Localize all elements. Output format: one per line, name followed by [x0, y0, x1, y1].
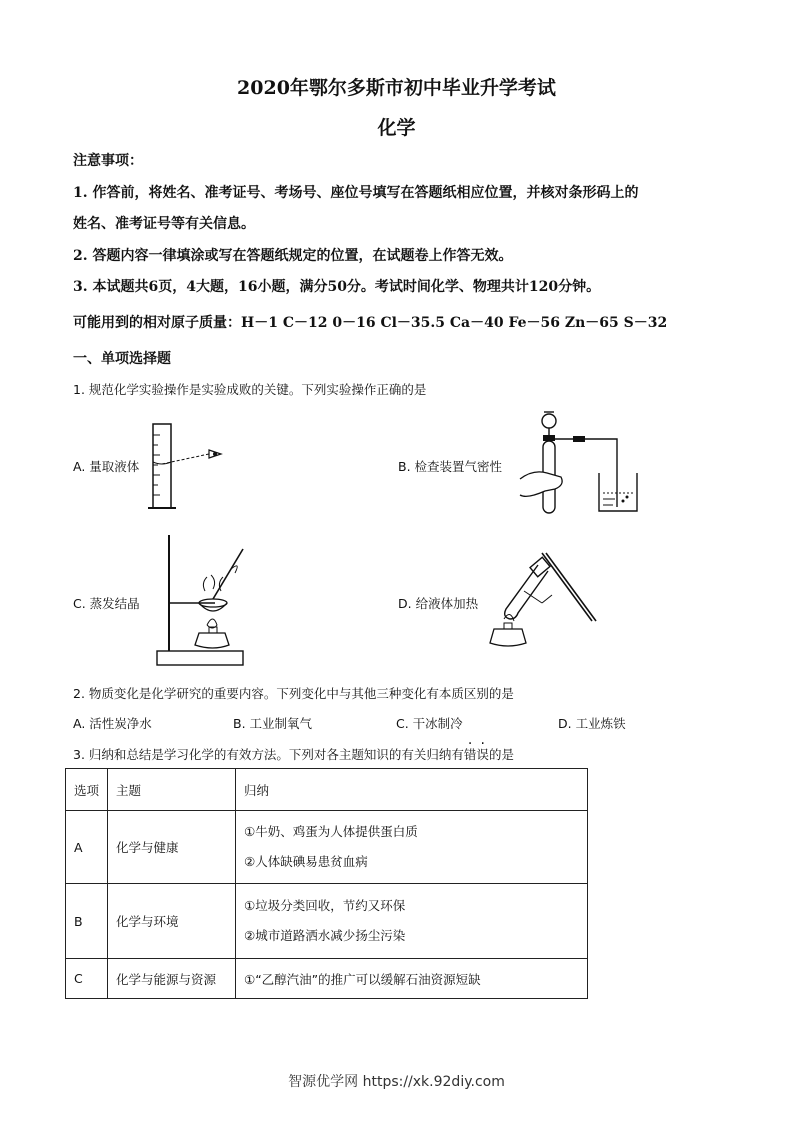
q3-stem-pre: 3. 归纳和总结是学习化学的有效方法。下列对各主题知识的有关归纳有	[73, 747, 464, 762]
q2-option-a: A. 活性炭净水	[73, 716, 152, 731]
row-summary: ①“乙醇汽油”的推广可以缓解石油资源短缺	[236, 959, 588, 999]
q3-table	[65, 768, 588, 999]
summary-item: ②人体缺碘易患贫血病	[244, 854, 368, 869]
table-header-row	[66, 769, 588, 811]
row-option: B	[66, 884, 108, 959]
airtightness-apparatus-image	[515, 407, 645, 519]
graduated-cylinder-image	[145, 420, 235, 515]
row-topic: 化学与环境	[108, 884, 236, 959]
q1-option-d: D. 给液体加热	[398, 596, 479, 611]
notice-item-1: 1. 作答前，将姓名、准考证号、考场号、座位号填写在答题纸相应位置，并核对条形码上的	[73, 185, 639, 201]
section-heading: 一、单项选择题	[73, 351, 171, 367]
row-summary	[236, 811, 588, 884]
q1-option-b: B. 检查装置气密性	[398, 459, 503, 474]
notice-item-3: 3. 本试题共6页，4大题，16小题，满分50分。考试时间化学、物理共计120分钟。	[73, 279, 601, 295]
notice-item-1-cont: 姓名、准考证号等有关信息。	[73, 216, 255, 232]
q2-option-d: D. 工业炼铁	[558, 716, 626, 731]
row-topic: 化学与能源与资源	[108, 959, 236, 999]
q1-stem: 1. 规范化学实验操作是实验成败的关键。下列实验操作正确的是	[73, 382, 427, 397]
q1-option-c: C. 蒸发结晶	[73, 596, 140, 611]
summary-item: ②城市道路洒水减少扬尘污染	[244, 928, 406, 943]
table-row	[66, 959, 588, 999]
heating-liquid-image	[482, 549, 597, 654]
q3-stem-emphasis-2: 误	[476, 747, 489, 762]
q2-stem: 2. 物质变化是化学研究的重要内容。下列变化中与其他三种变化有本质区别的是	[73, 686, 514, 701]
table-row	[66, 884, 588, 959]
row-topic: 化学与健康	[108, 811, 236, 884]
footer-watermark: 智源优学网 https://xk.92diy.com	[288, 1074, 505, 1090]
summary-item: ①牛奶、鸡蛋为人体提供蛋白质	[244, 824, 418, 839]
q1-option-a: A. 量取液体	[73, 459, 140, 474]
row-summary	[236, 884, 588, 959]
summary-item: ①垃圾分类回收，节约又环保	[244, 898, 406, 913]
q2-option-c: C. 干冰制冷	[396, 716, 463, 731]
q3-stem-post: 的是	[488, 747, 514, 762]
table-row	[66, 811, 588, 884]
q3-stem	[73, 745, 514, 763]
subject-title: 化学	[377, 117, 416, 139]
header-topic: 主题	[108, 769, 236, 811]
evaporation-apparatus-image	[155, 533, 250, 669]
exam-title: 2020年鄂尔多斯市初中毕业升学考试	[237, 77, 556, 99]
notice-item-2: 2. 答题内容一律填涂或写在答题纸规定的位置，在试题卷上作答无效。	[73, 248, 513, 264]
q2-option-b: B. 工业制氧气	[233, 716, 313, 731]
row-option: A	[66, 811, 108, 884]
atomic-mass-line: 可能用到的相对原子质量：H－1 C－12 0－16 Cl－35.5 Ca－40 Fe－56 Zn－65 S－32	[73, 315, 668, 331]
notice-heading: 注意事项：	[73, 153, 143, 169]
q3-stem-emphasis-1: 错	[463, 747, 477, 762]
row-option: C	[66, 959, 108, 999]
header-option: 选项	[66, 769, 108, 811]
header-summary: 归纳	[236, 769, 588, 811]
